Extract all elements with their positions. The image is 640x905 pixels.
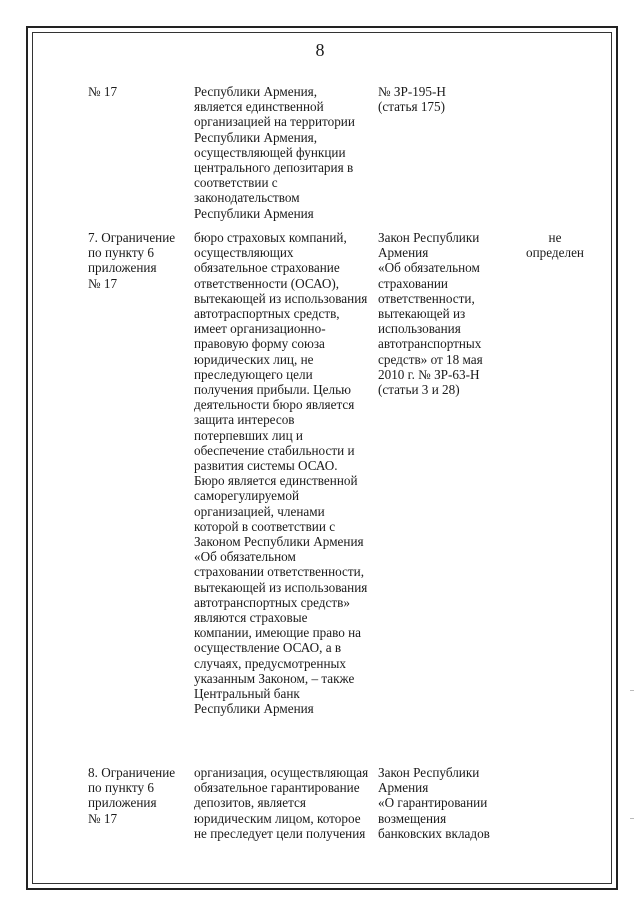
scan-mark bbox=[630, 818, 634, 819]
row-1-description: Республики Армения, является единственной организацией на территории Республики Армения, осуществляющей функции центрального депозитария в соответствии с законодательством Республики Армения bbox=[194, 84, 355, 221]
row-3-description: организация, осуществляющая обязательное гарантирование депозитов, является юридическим лицом, которое не преследует цели получения bbox=[194, 765, 369, 841]
row-2-term: не определен bbox=[526, 230, 584, 261]
scan-mark bbox=[630, 690, 634, 691]
row-3-restriction: 8. Ограничение по пункту 6 приложения № 17 bbox=[88, 765, 176, 826]
row-1-restriction: № 17 bbox=[88, 84, 118, 99]
page-number: 8 bbox=[315, 40, 325, 60]
row-3-legal-basis: Закон Республики Армения «О гарантировании возмещения банковских вкладов bbox=[378, 765, 490, 841]
row-2-legal-basis: Закон Республики Армения «Об обязательном страховании ответственности, вытекающей из использования автотранспортных средств» от 18 мая 2010 г. № ЗР-63-Н (статьи 3 и 28) bbox=[378, 230, 483, 398]
row-1-legal-basis: № ЗР-195-Н (статья 175) bbox=[378, 84, 446, 115]
row-2-restriction: 7. Ограничение по пункту 6 приложения № 17 bbox=[88, 230, 176, 291]
row-2-description: бюро страховых компаний, осуществляющих обязательное страхование ответственности (ОСАО), вытекающей из использования автотраспортных средств, имеет организационно- правовую форму союза юридических лиц, не преследующего цели получения прибыли. Целью деятельности бюро является защита интересов потерпевших лиц и обеспечение стабильности и развития системы ОСАО. Бюро является единственной саморегулируемой организацией, членами которой в соответствии с Законом Республики Армения «Об обязательном страховании ответственности, вытекающей из использования автотранспортных средств» являются страховые компании, имеющие право на осуществление ОСАО, а в случаях, предусмотренных указанным Законом, – также Центральный банк Республики Армения bbox=[194, 230, 368, 717]
